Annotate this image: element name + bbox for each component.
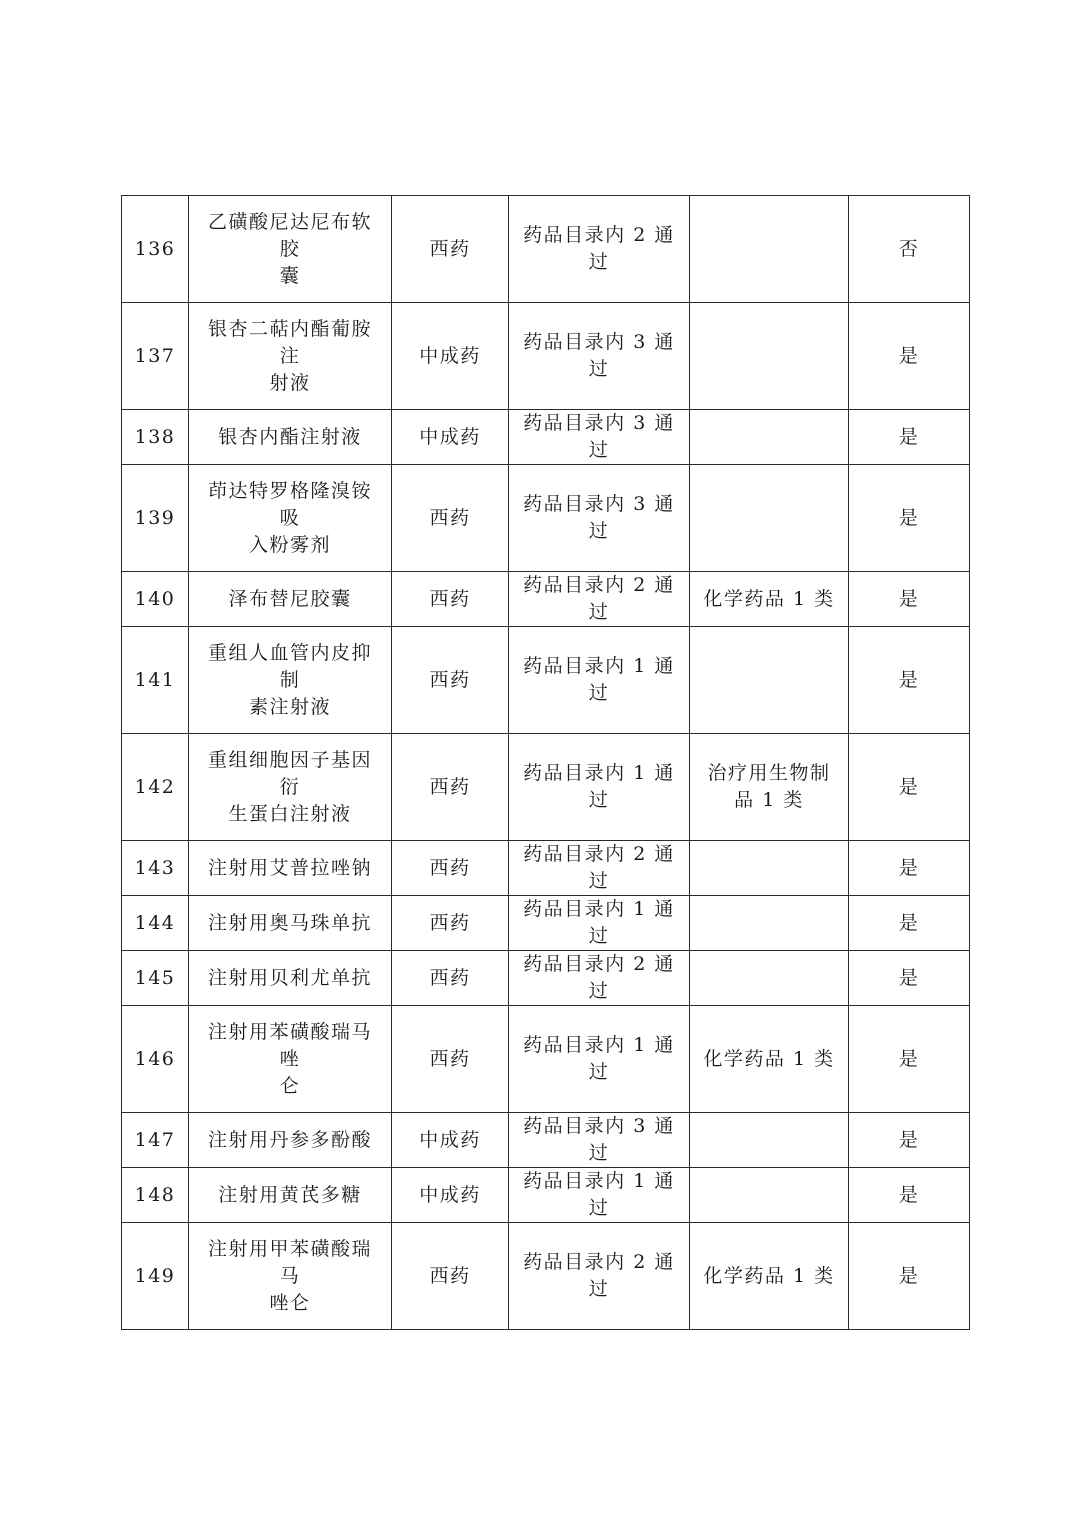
cell-drug-name	[189, 1223, 392, 1330]
cell-registration-category	[690, 1006, 849, 1113]
cell-catalog-status: 药品目录内 2 通过	[509, 951, 690, 1006]
cell-catalog-status: 药品目录内 3 通过	[509, 465, 690, 572]
cell-number: 139	[122, 465, 189, 572]
table-row	[122, 1113, 970, 1168]
cell-registration-category	[690, 896, 849, 951]
name_lines-line: 重组人血管内皮抑制	[207, 641, 372, 691]
name_lines-line: 注射用甲苯磺酸瑞马	[207, 1237, 372, 1287]
cell-drug-name	[189, 410, 392, 465]
cell-flag: 是	[849, 1168, 970, 1223]
table-row	[122, 627, 970, 734]
cell-flag: 是	[849, 951, 970, 1006]
cell-drug-type: 西药	[392, 951, 509, 1006]
cell-registration-category	[690, 951, 849, 1006]
cell-catalog-status: 药品目录内 1 通过	[509, 627, 690, 734]
cell-flag: 是	[849, 896, 970, 951]
cell-flag: 是	[849, 627, 970, 734]
cell-drug-name	[189, 1113, 392, 1168]
cell-number: 141	[122, 627, 189, 734]
name_lines-line: 银杏二萜内酯葡胺注	[207, 317, 372, 367]
table-row	[122, 196, 970, 303]
cell-registration-category	[690, 1223, 849, 1330]
cell-number: 142	[122, 734, 189, 841]
category_lines-line: 化学药品 1 类	[703, 587, 835, 610]
table-row	[122, 572, 970, 627]
table-row	[122, 734, 970, 841]
cell-drug-type: 西药	[392, 841, 509, 896]
cell-catalog-status: 药品目录内 3 通过	[509, 303, 690, 410]
name_lines-line: 唑仑	[269, 1291, 311, 1314]
cell-drug-type: 西药	[392, 627, 509, 734]
cell-registration-category	[690, 1113, 849, 1168]
cell-number: 145	[122, 951, 189, 1006]
category_lines-line: 化学药品 1 类	[703, 1047, 835, 1070]
cell-number: 137	[122, 303, 189, 410]
cell-drug-name	[189, 896, 392, 951]
cell-drug-name	[189, 841, 392, 896]
cell-flag: 是	[849, 572, 970, 627]
name_lines-line: 银杏内酯注射液	[218, 425, 362, 448]
cell-registration-category	[690, 572, 849, 627]
cell-drug-type: 中成药	[392, 303, 509, 410]
name_lines-line: 注射用丹参多酚酸	[207, 1128, 372, 1151]
name_lines-line: 注射用苯磺酸瑞马唑	[207, 1020, 372, 1070]
name_lines-line: 注射用贝利尤单抗	[207, 966, 372, 989]
cell-flag: 是	[849, 465, 970, 572]
cell-catalog-status: 药品目录内 1 通过	[509, 1006, 690, 1113]
cell-catalog-status: 药品目录内 1 通过	[509, 896, 690, 951]
cell-drug-name	[189, 1168, 392, 1223]
cell-catalog-status: 药品目录内 1 通过	[509, 734, 690, 841]
table-row	[122, 303, 970, 410]
table-row	[122, 1168, 970, 1223]
name_lines-line: 注射用艾普拉唑钠	[207, 856, 372, 879]
table-body	[122, 196, 970, 1330]
name_lines-line: 重组细胞因子基因衍	[207, 748, 372, 798]
cell-registration-category	[690, 303, 849, 410]
cell-drug-type: 西药	[392, 1006, 509, 1113]
cell-flag: 否	[849, 196, 970, 303]
cell-registration-category	[690, 627, 849, 734]
cell-number: 146	[122, 1006, 189, 1113]
cell-flag: 是	[849, 1223, 970, 1330]
name_lines-line: 仑	[279, 1074, 301, 1097]
name_lines-line: 乙磺酸尼达尼布软胶	[207, 210, 372, 260]
name_lines-line: 茚达特罗格隆溴铵吸	[207, 479, 372, 529]
table-row	[122, 841, 970, 896]
category_lines-line: 化学药品 1 类	[703, 1264, 835, 1287]
cell-drug-type: 西药	[392, 896, 509, 951]
cell-drug-type: 西药	[392, 465, 509, 572]
name_lines-line: 素注射液	[248, 695, 331, 718]
category_lines-line: 品 1 类	[734, 789, 804, 811]
cell-flag: 是	[849, 1006, 970, 1113]
table-row	[122, 410, 970, 465]
name_lines-line: 泽布替尼胶囊	[228, 587, 352, 610]
cell-drug-type: 中成药	[392, 1113, 509, 1168]
cell-drug-name	[189, 303, 392, 410]
cell-number: 148	[122, 1168, 189, 1223]
category_lines-line: 治疗用生物制	[707, 762, 831, 784]
cell-drug-name	[189, 196, 392, 303]
cell-drug-type: 西药	[392, 572, 509, 627]
cell-registration-category	[690, 465, 849, 572]
name_lines-line: 囊	[279, 264, 301, 287]
cell-drug-type: 西药	[392, 196, 509, 303]
cell-catalog-status: 药品目录内 3 通过	[509, 1113, 690, 1168]
table-row	[122, 951, 970, 1006]
cell-drug-name	[189, 951, 392, 1006]
cell-flag: 是	[849, 303, 970, 410]
table-row	[122, 1006, 970, 1113]
cell-catalog-status: 药品目录内 3 通过	[509, 410, 690, 465]
cell-registration-category	[690, 734, 849, 841]
cell-drug-name	[189, 627, 392, 734]
cell-drug-name	[189, 734, 392, 841]
cell-registration-category	[690, 410, 849, 465]
cell-number: 149	[122, 1223, 189, 1330]
cell-drug-name	[189, 465, 392, 572]
cell-drug-name	[189, 572, 392, 627]
cell-number: 140	[122, 572, 189, 627]
cell-drug-type: 中成药	[392, 1168, 509, 1223]
cell-number: 138	[122, 410, 189, 465]
cell-registration-category	[690, 841, 849, 896]
cell-drug-type: 西药	[392, 734, 509, 841]
name_lines-line: 入粉雾剂	[248, 533, 331, 556]
cell-catalog-status: 药品目录内 2 通过	[509, 1223, 690, 1330]
name_lines-line: 生蛋白注射液	[228, 802, 352, 825]
cell-flag: 是	[849, 734, 970, 841]
cell-drug-type: 中成药	[392, 410, 509, 465]
cell-catalog-status: 药品目录内 1 通过	[509, 1168, 690, 1223]
name_lines-line: 注射用奥马珠单抗	[207, 911, 372, 934]
cell-number: 143	[122, 841, 189, 896]
cell-flag: 是	[849, 410, 970, 465]
cell-flag: 是	[849, 841, 970, 896]
cell-registration-category	[690, 196, 849, 303]
table-row	[122, 1223, 970, 1330]
cell-drug-type: 西药	[392, 1223, 509, 1330]
cell-registration-category	[690, 1168, 849, 1223]
cell-catalog-status: 药品目录内 2 通过	[509, 572, 690, 627]
cell-catalog-status: 药品目录内 2 通过	[509, 196, 690, 303]
name_lines-line: 注射用黄芪多糖	[218, 1183, 362, 1206]
cell-flag: 是	[849, 1113, 970, 1168]
table-row	[122, 896, 970, 951]
cell-number: 144	[122, 896, 189, 951]
cell-drug-name	[189, 1006, 392, 1113]
table-row	[122, 465, 970, 572]
cell-catalog-status: 药品目录内 2 通过	[509, 841, 690, 896]
cell-number: 136	[122, 196, 189, 303]
drug-table	[121, 195, 970, 1330]
cell-number: 147	[122, 1113, 189, 1168]
name_lines-line: 射液	[269, 371, 311, 394]
